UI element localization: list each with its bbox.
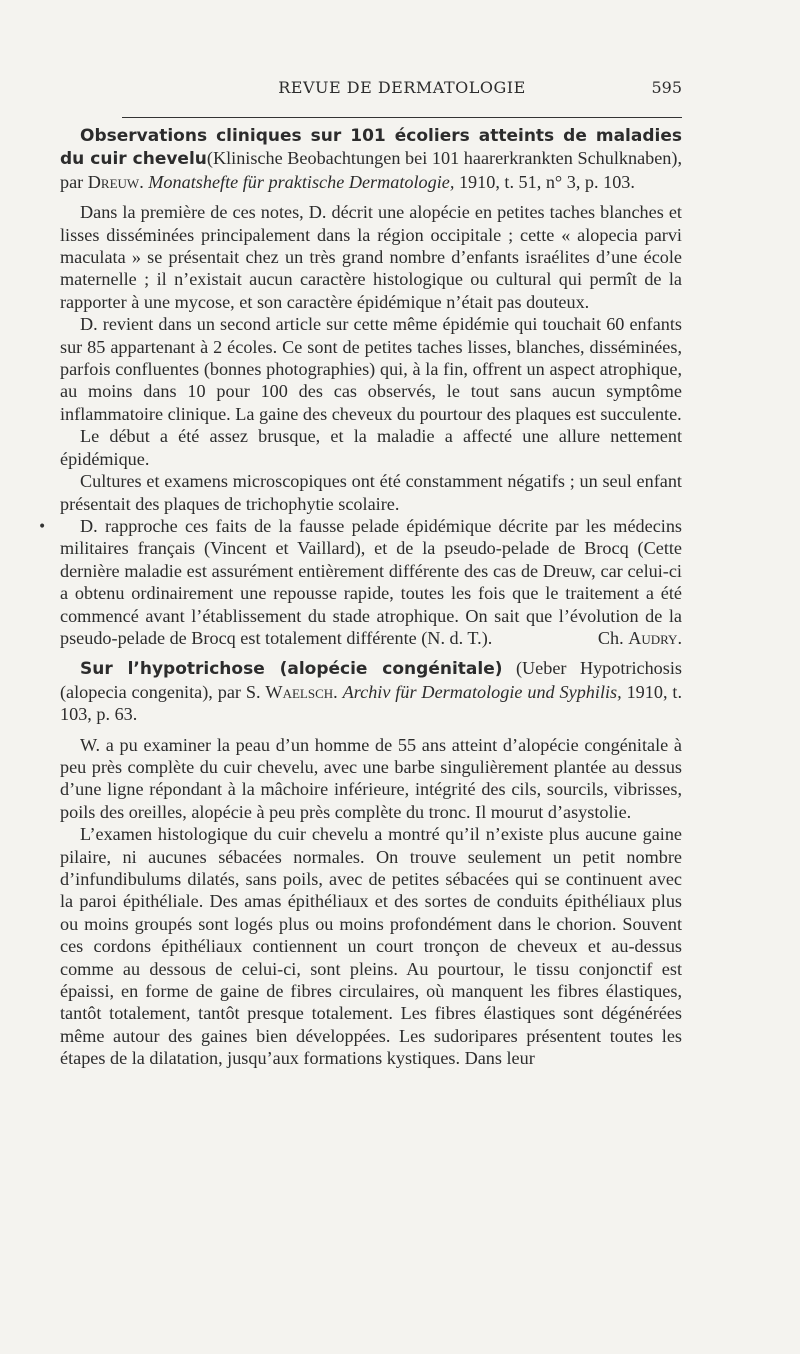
article1-title: Observations cliniques sur 101 écoliers atteints de maladies du cuir chevelu — [60, 126, 682, 170]
page-number: 595 — [651, 78, 682, 97]
article1-reference: (Klinische Beobachtungen bei 101 haarerkrankten Schulknaben), par — [60, 148, 683, 192]
article1-heading: Observations cliniques sur 101 écoliers atteints de maladies du cuir chevelu(Klinische Beobachtungen bei 101 haarerkrankten Schulknaben), par Dreuw. Monatshefte für praktische Dermatologie, 1910, t. 51, n° 3, p. 103. — [60, 126, 683, 192]
paragraph: D. revient dans un second article sur cette même épidémie qui touchait 60 enfants sur 85 appartenant à 2 écoles. Ce sont de petites taches lisses, blanches, disséminées, parfois confluentes (bonnes photographies) qui, à la fin, offrent un aspect atrophique, au moins dans 10 pour 100 des cas observés, le tout sans aucun symptôme inflammatoire clinique. La gaine des cheveux du pourtour des plaques est succulente. — [60, 314, 682, 424]
header-rule — [122, 117, 682, 118]
margin-mark: • — [38, 519, 47, 535]
paragraph: Cultures et examens microscopiques ont été constamment négatifs ; un seul enfant présentait des plaques de trichophytie scolaire. — [60, 471, 682, 514]
page-header — [122, 78, 682, 102]
article1-author: Dreuw — [87, 171, 140, 192]
article2-heading: Sur l’hypotrichose (alopécie congénitale) (Ueber Hypotrichosis (alopecia congenita), par S. Waelsch. Archiv für Dermatologie und Syphilis, 1910, t. 103, p. 63. — [60, 658, 683, 725]
paragraph: Le début a été assez brusque, et la maladie a affecté une allure nettement épidémique. — [60, 426, 682, 469]
signature: Ch. Audry. — [597, 627, 682, 648]
text-body — [60, 124, 682, 1070]
article2-journal: Archiv für Dermatologie und Syphilis, — [342, 681, 622, 702]
article1-citation: 1910, t. 51, n° 3, p. 103. — [454, 171, 635, 192]
article1-journal: Monatshefte für praktische Dermatologie, — [148, 171, 455, 192]
running-title: REVUE DE DERMATOLOGIE — [278, 78, 526, 97]
paragraph: L’examen histologique du cuir chevelu a montré qu’il n’existe plus aucune gaine pilaire, ni aucunes sébacées normales. On trouve seulement un petit nombre d’infundibulums dilatés, sans poils, avec de petites sébacées qui se continuent avec la paroi épithéliale. Des amas épithéliaux et des sortes de conduits épithéliaux plus ou moins groupés sont logés plus ou moins profondément dans le chorion. Souvent ces cordons épithéliaux contiennent un court tronçon de cheveux et au-dessus comme au dessous de celui-ci, sont pleins. Au pourtour, le tissu conjonctif est épaissi, en forme de gaine de fibres circulaires, où manquent les fibres élastiques, tantôt totalement, tantôt presque totalement. Les fibres élastiques sont dégénérées même autour des gaines bien développées. Les sudoripares présentent toutes les étapes de la dilatation, jusqu’aux formations kystiques. Dans leur — [60, 824, 682, 1069]
article2-citation: 1910, t. 103, p. 63. — [60, 681, 683, 725]
paragraph: W. a pu examiner la peau d’un homme de 55 ans atteint d’alopécie congénitale à peu près complète du cuir chevelu, avec une barbe singulièrement plantée au dessus d’une ligne répondant à la mâchoire inférieure, intégrité des cils, sourcils, vibrisses, poils des oreilles, alopécie à peu près complète du tronc. Il mourut d’asystolie. — [60, 734, 682, 822]
article2-reference: (Ueber Hypotrichosis (alopecia congenita), par S. — [60, 658, 682, 702]
paragraph: Dans la première de ces notes, D. décrit une alopécie en petites taches blanches et lisses disséminées principalement dans la région occipitale ; cette « alopecia parvi maculata » se présentait chez un très grand nombre d’enfants israélites d’une école maternelle ; il n’existait aucun caractère histologique ou cultural qui permît de la rapporter à une mycose, et son caractère épidémique n’était pas douteux. — [60, 202, 682, 312]
article2-author: Waelsch — [265, 681, 334, 702]
paragraph-with-signature: D. rapproche ces faits de la fausse pelade épidémique décrite par les médecins militaires français (Vincent et Vaillard), et de la pseudo-pelade de Brocq (Cette dernière maladie est assurément entièrement différente des cas de Dreuw, car celui-ci a obtenu ordinairement une repousse rapide, toutes les fois que le traitement a été commencé avant l’établissement du stade atrophique. On sait que l’évolution de la pseudo-pelade de Brocq est totalement différente (N. d. T.). Ch. Audry. — [60, 515, 682, 648]
article2-title: Sur l’hypotrichose (alopécie congénitale) — [80, 659, 503, 680]
